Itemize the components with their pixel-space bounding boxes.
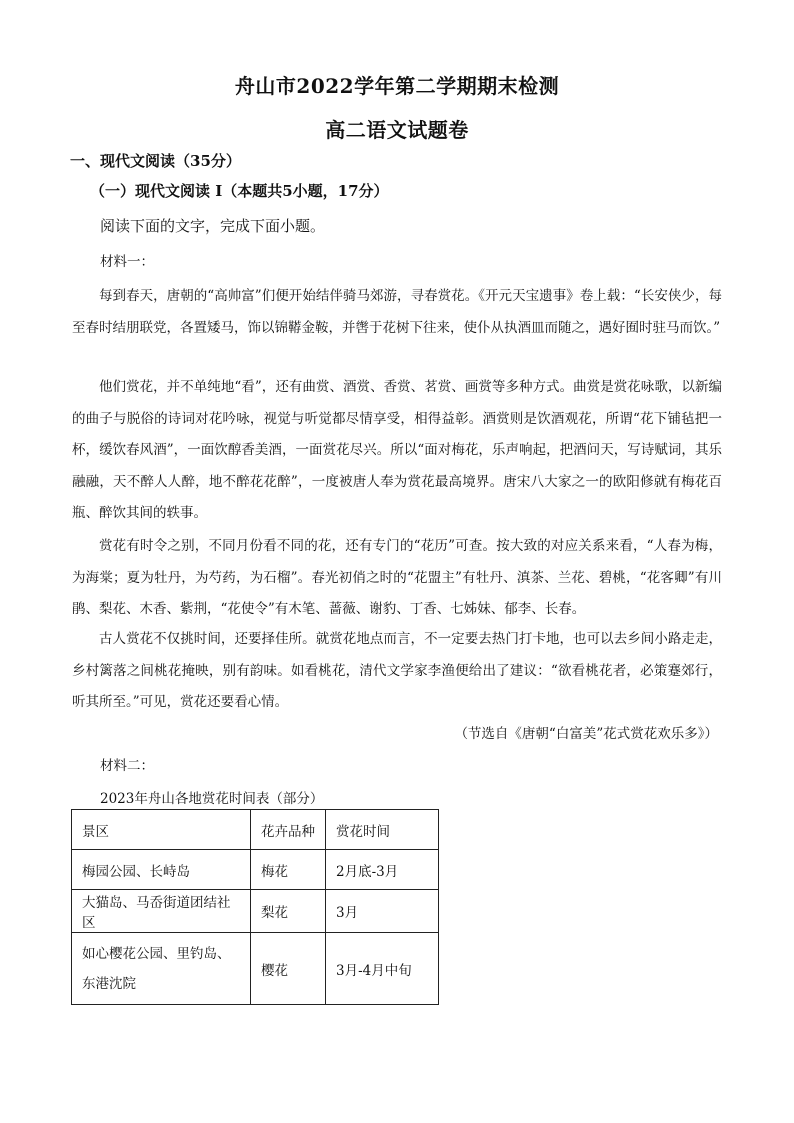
table-header-cell: 赏花时间	[326, 810, 439, 850]
table-cell: 梨花	[251, 890, 326, 933]
table-cell: 大猫岛、马岙街道团结社区	[72, 890, 251, 933]
table-cell: 2月底-3月	[326, 850, 439, 890]
table-cell: 樱花	[251, 933, 326, 1005]
material-one-label: 材料一：	[100, 254, 154, 270]
material-one-paragraph: 赏花有时令之别，不同月份看不同的花，还有专门的“花历”可查。按大致的对应关系来看，“人春为梅，为海棠；夏为牡丹，为芍药，为石榴”。春光初俏之时的“花盟主”有牡丹、滇茶、兰花、碧桃，“花客卿”有川鹃、梨花、木香、紫荆，“花使令”有木笔、蔷薇、谢豹、丁香、七姊妹、郁李、长春。	[72, 538, 722, 617]
table-cell: 梅花	[251, 850, 326, 890]
table-header-cell: 景区	[72, 810, 251, 850]
section-subheading: （一）现代文阅读 I（本题共5小题，17分）	[90, 182, 389, 200]
table-cell: 如心樱花公园、里钓岛、东港沈院	[72, 933, 251, 1005]
material-one-paragraph: 古人赏花不仅挑时间，还要择佳所。就赏花地点而言，不一定要去热门打卡地，也可以去乡间小路走走，乡村篱落之间桃花掩映，别有韵味。如看桃花，清代文学家李渔便给出了建议：“欲看桃花者，必策蹇郊行，听其所至。”可见，赏花还要看心情。	[72, 631, 722, 710]
flower-viewing-table	[71, 809, 439, 1005]
material-one-paragraph: 他们赏花，并不单纯地“看”，还有曲赏、酒赏、香赏、茗赏、画赏等多种方式。曲赏是赏花咏歌，以新编的曲子与脱俗的诗词对花吟咏，视觉与听觉都尽情享受，相得益彰。酒赏则是饮酒观花，所谓“花下铺毡把一杯，缓饮春风酒”，一面饮醇香美酒，一面赏花尽兴。所以“面对梅花，乐声响起，把酒问天，写诗赋词，其乐融融，天不醉人人醉，地不醉花花醉”，一度被唐人奉为赏花最高境界。唐宋八大家之一的欧阳修就有梅花百瓶、醉饮其间的轶事。	[72, 379, 722, 521]
table-header-row	[72, 810, 439, 850]
table-row	[72, 933, 439, 1005]
material-one-source: （节选自《唐朝“白富美”花式赏花欢乐多》）	[454, 726, 718, 742]
table-cell: 3月-4月中旬	[326, 933, 439, 1005]
exam-subtitle: 高二语文试题卷	[325, 118, 469, 142]
table-caption: 2023年舟山各地赏花时间表（部分）	[100, 791, 324, 807]
material-two-label: 材料二：	[100, 758, 154, 774]
section-heading: 一、现代文阅读（35分）	[70, 152, 241, 170]
material-one-paragraph: 每到春天，唐朝的“高帅富”们便开始结伴骑马郊游，寻春赏花。《开元天宝遗事》卷上载：“长安侠少，每至春时结朋联党，各置矮马，饰以锦鞯金鞍，并辔于花树下往来，使仆从执酒皿而随之，遇好囿时驻马而饮。”	[72, 288, 722, 336]
table-header-cell: 花卉品种	[251, 810, 326, 850]
table-cell: 3月	[326, 890, 439, 933]
reading-instruction: 阅读下面的文字，完成下面小题。	[100, 217, 326, 235]
table-cell: 梅园公园、长峙岛	[72, 850, 251, 890]
exam-title: 舟山市2022学年第二学期期末检测	[234, 74, 560, 98]
table-row	[72, 850, 439, 890]
table-row	[72, 890, 439, 933]
